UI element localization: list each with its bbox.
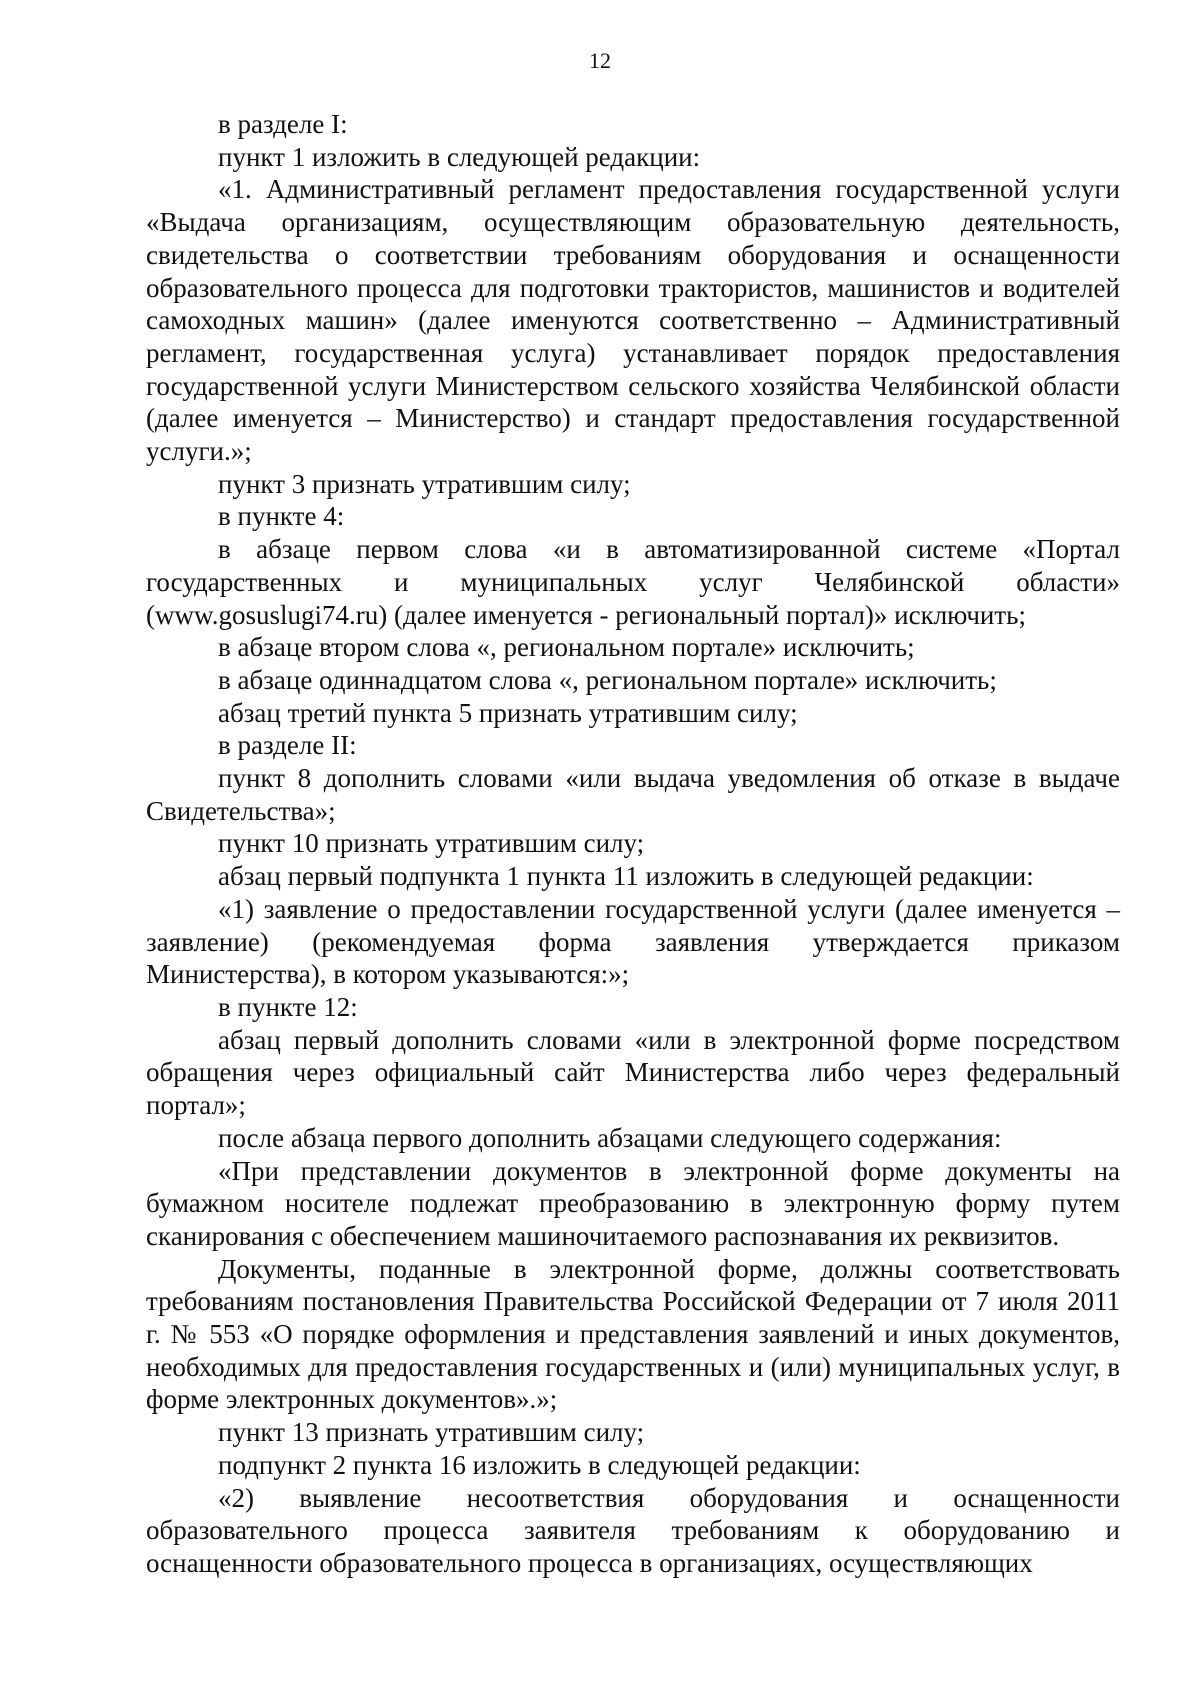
document-body bbox=[146, 108, 1120, 1580]
paragraph: «1. Административный регламент предоставления государственной услуги «Выдача организациям, осуществляющим образовательную деятельность, свидетельства о соответствии требованиям оборудования и оснащенности образовательного процесса для подготовки трактористов, машинистов и водителей самоходных машин» (далее именуются соответственно – Административный регламент, государственная услуга) устанавливает порядок предоставления государственной услуги Министерством сельского хозяйства Челябинской области (далее именуется – Министерство) и стандарт предоставления государственной услуги.»; bbox=[146, 174, 1120, 467]
paragraph: подпункт 2 пункта 16 изложить в следующей редакции: bbox=[218, 1449, 861, 1480]
paragraph: пункт 1 изложить в следующей редакции: bbox=[218, 141, 701, 172]
paragraph: в пункте 12: bbox=[218, 991, 358, 1022]
paragraph: пункт 3 признать утратившим силу; bbox=[218, 468, 631, 499]
paragraph: в пункте 4: bbox=[218, 501, 345, 532]
paragraph: «2) выявление несоответствия оборудования и оснащенности образовательного процесса заявителя требованиям к оборудованию и оснащенности образовательного процесса в организациях, осуществляющих bbox=[146, 1482, 1120, 1578]
paragraph: в абзаце первом слова «и в автоматизированной системе «Портал государственных и муниципальных услуг Челябинской области» (www.gosuslugi74.ru) (далее именуется - региональный портал)» исключить; bbox=[146, 534, 1120, 630]
paragraph: в абзаце втором слова «, региональном портале» исключить; bbox=[218, 632, 915, 663]
paragraph: абзац первый дополнить словами «или в электронной форме посредством обращения через официальный сайт Министерства либо через федеральный портал»; bbox=[146, 1024, 1120, 1121]
paragraph: в разделе II: bbox=[218, 730, 357, 761]
page-number: 12 bbox=[589, 48, 611, 73]
paragraph: абзац третий пункта 5 признать утратившим силу; bbox=[218, 697, 798, 728]
paragraph: пункт 8 дополнить словами «или выдача уведомления об отказе в выдаче Свидетельства»; bbox=[146, 763, 1120, 826]
paragraph: «1) заявление о предоставлении государственной услуги (далее именуется – заявление) (рекомендуемая форма заявления утверждается приказом Министерства), в котором указываются:»; bbox=[146, 893, 1120, 990]
paragraph: в разделе I: bbox=[218, 109, 348, 139]
paragraph: пункт 13 признать утратившим силу; bbox=[218, 1417, 645, 1448]
paragraph: абзац первый подпункта 1 пункта 11 изложить в следующей редакции: bbox=[218, 861, 1034, 892]
paragraph: пункт 10 признать утратившим силу; bbox=[218, 828, 645, 859]
paragraph: Документы, поданные в электронной форме, должны соответствовать требованиям постановления Правительства Российской Федерации от 7 июля 2011 г. № 553 «О порядке оформления и представления заявлений и иных документов, необходимых для предоставления государственных и (или) муниципальных услуг, в форме электронных документов».»; bbox=[146, 1253, 1120, 1415]
paragraph: «При представлении документов в электронной форме документы на бумажном носителе подлежат преобразованию в электронную форму путем сканирования с обеспечением машиночитаемого распознавания их реквизитов. bbox=[146, 1155, 1120, 1251]
paragraph: после абзаца первого дополнить абзацами следующего содержания: bbox=[218, 1122, 1002, 1153]
paragraph: в абзаце одиннадцатом слова «, региональном портале» исключить; bbox=[218, 664, 997, 695]
